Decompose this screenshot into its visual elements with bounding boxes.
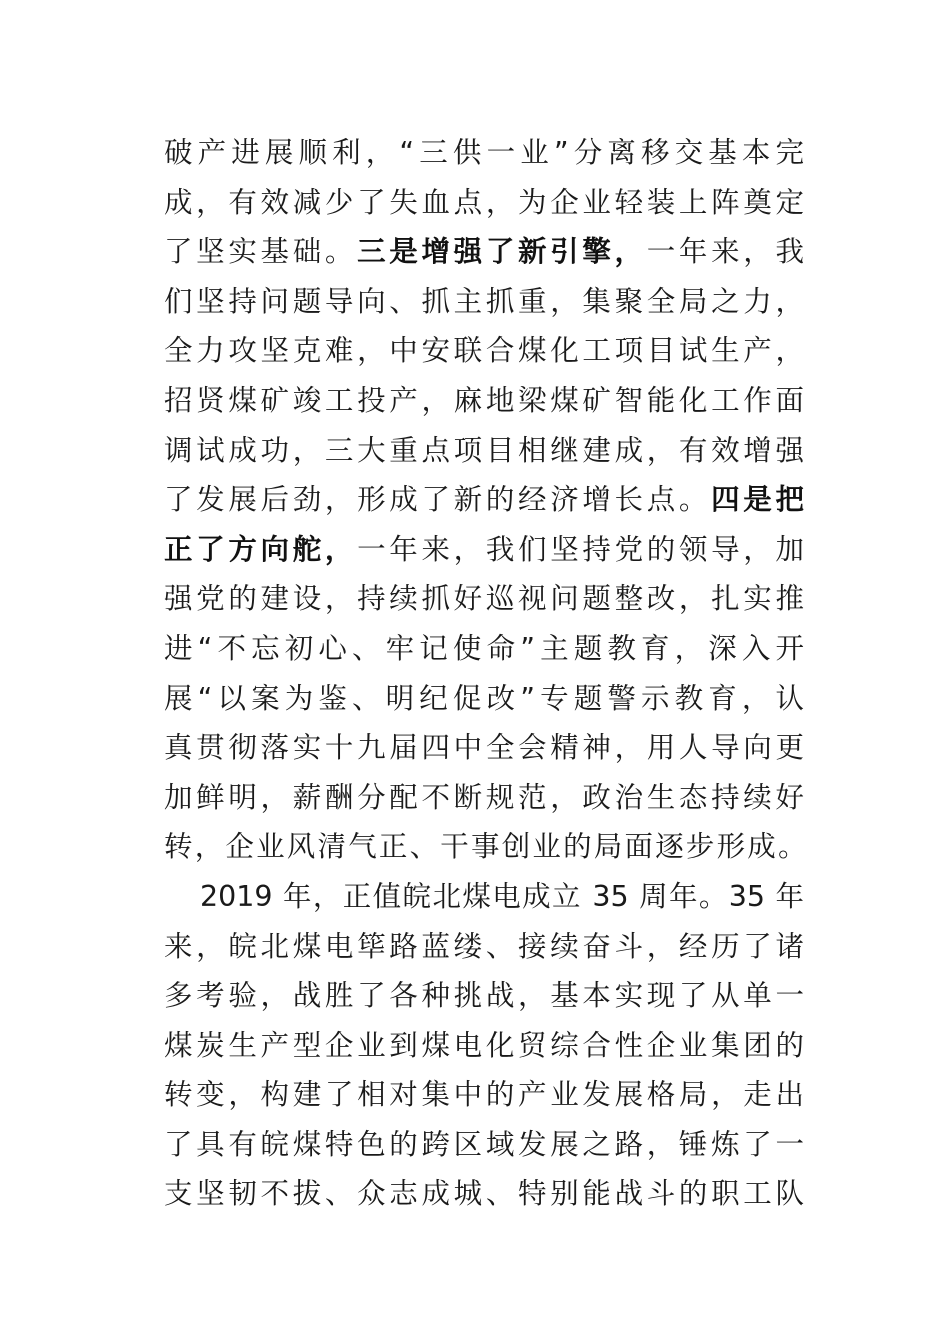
text-run: 破产进展顺利，“三供一业”分离移交基本完: [164, 136, 804, 169]
text-run: 多考验，战胜了各种挑战，基本实现了从单一: [164, 979, 804, 1013]
text-line: [164, 426, 804, 476]
text-run: 一年来，我们坚持党的领导，加: [357, 532, 804, 566]
text-line: [164, 574, 804, 624]
text-run: 支坚韧不拔、众志成城、特别能战斗的职工队: [164, 1177, 804, 1211]
text-line: [164, 525, 804, 575]
text-line: [164, 128, 804, 178]
paragraph-1: [164, 128, 809, 872]
text-run: 招贤煤矿竣工投产，麻地梁煤矿智能化工作面: [164, 383, 804, 417]
text-line: [164, 277, 804, 327]
text-line: [164, 822, 809, 872]
text-line: [164, 1070, 804, 1120]
text-line: [164, 1120, 804, 1170]
text-line: [164, 872, 804, 922]
text-line: [164, 326, 804, 376]
text-line: [164, 1021, 804, 1071]
text-line: [164, 773, 804, 823]
text-run: 调试成功，三大重点项目相继建成，有效增强: [164, 433, 804, 467]
bold-text-run: 正了方向舵，: [164, 532, 358, 566]
text-run: 一年来，我: [646, 235, 804, 269]
text-run: 转，企业风清气正、干事创业的局面逐步形成。: [164, 830, 809, 864]
text-run: 了发展后劲，形成了新的经济增长点。: [164, 483, 712, 517]
bold-text-run: 四是把: [711, 483, 804, 517]
text-run: 2019 年，正值皖北煤电成立 35 周年。35 年: [200, 879, 804, 913]
body-text: [164, 128, 809, 1219]
text-run: 展“以案为鉴、明纪促改”专题警示教育，认: [164, 681, 804, 715]
text-line: [164, 475, 804, 525]
text-run: 了坚实基础。: [164, 235, 358, 269]
text-line: [164, 178, 804, 228]
text-run: 加鲜明，薪酬分配不断规范，政治生态持续好: [164, 780, 804, 814]
text-line: [164, 227, 804, 277]
text-run: 转变，构建了相对集中的产业发展格局，走出: [164, 1078, 804, 1112]
text-run: 真贯彻落实十九届四中全会精神，用人导向更: [164, 731, 804, 765]
text-line: [164, 723, 804, 773]
text-run: 成，有效减少了失血点，为企业轻装上阵奠定: [164, 185, 804, 219]
text-line: [164, 1169, 804, 1219]
text-run: 们坚持问题导向、抓主抓重，集聚全局之力，: [164, 284, 804, 318]
text-line: [164, 674, 804, 724]
text-run: 来，皖北煤电筚路蓝缕、接续奋斗，经历了诸: [164, 929, 804, 963]
text-run: 了具有皖煤特色的跨区域发展之路，锤炼了一: [164, 1127, 804, 1161]
text-run: 煤炭生产型企业到煤电化贸综合性企业集团的: [164, 1028, 804, 1062]
text-line: [164, 624, 804, 674]
text-run: 进“不忘初心、牢记使命”主题教育，深入开: [164, 631, 804, 665]
bold-text-run: 三是增强了新引擎，: [357, 235, 647, 269]
text-line: [164, 376, 804, 426]
text-line: [164, 922, 804, 972]
text-run: 全力攻坚克难，中安联合煤化工项目试生产，: [164, 334, 804, 368]
text-line: [164, 971, 804, 1021]
paragraph-2: [164, 872, 804, 1219]
text-run: 强党的建设，持续抓好巡视问题整改，扎实推: [164, 582, 804, 616]
